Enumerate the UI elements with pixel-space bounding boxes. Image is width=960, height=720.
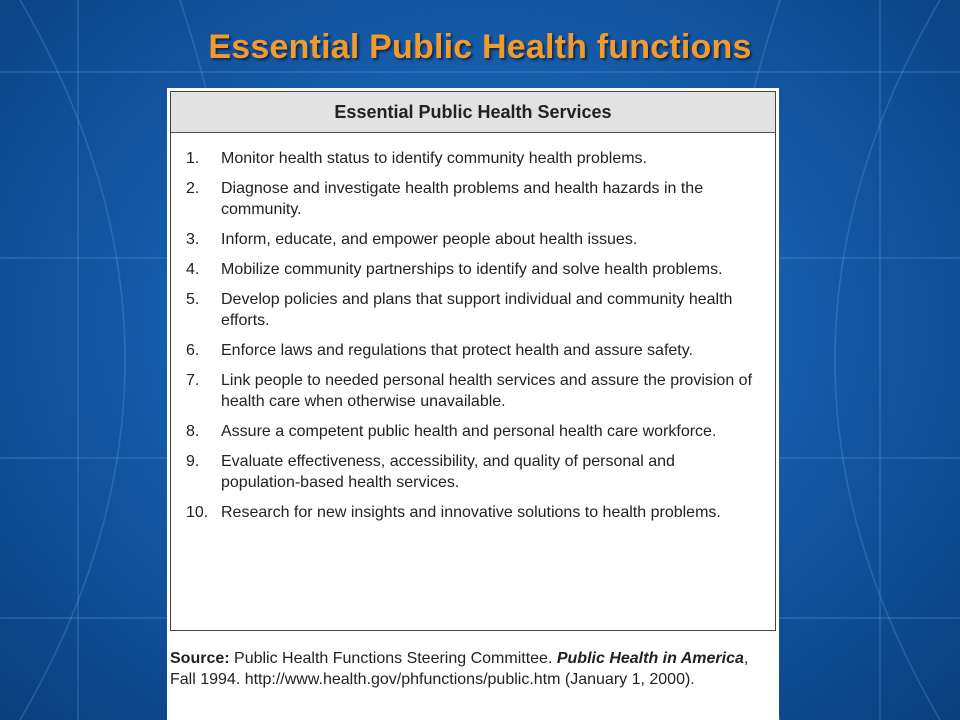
list-item <box>186 229 755 250</box>
list-item <box>186 148 755 169</box>
item-text: Inform, educate, and empower people about health issues. <box>221 231 638 248</box>
item-text: Develop policies and plans that support individual and community health efforts. <box>221 291 733 329</box>
list-item <box>186 370 755 412</box>
list-item <box>186 259 755 280</box>
services-list <box>171 133 775 523</box>
list-item <box>186 289 755 331</box>
list-item <box>186 451 755 493</box>
list-item <box>186 340 755 361</box>
services-figure <box>167 88 779 720</box>
item-text: Link people to needed personal health services and assure the provision of health care when otherwise unavailable. <box>221 372 753 410</box>
item-number: 5. <box>186 291 200 308</box>
list-item <box>186 178 755 220</box>
list-item <box>186 502 755 523</box>
item-text: Diagnose and investigate health problems and health hazards in the community. <box>221 180 704 218</box>
source-citation <box>170 648 770 690</box>
item-number: 1. <box>186 150 200 167</box>
source-publication: Public Health in America <box>556 650 744 667</box>
list-item <box>186 421 755 442</box>
item-text: Monitor health status to identify community health problems. <box>221 150 647 167</box>
source-text: Public Health Functions Steering Committee. <box>234 650 553 667</box>
source-details: , Fall 1994. http://www.health.gov/phfunctions/public.htm (January 1, 2000). <box>170 650 749 688</box>
item-text: Mobilize community partnerships to identify and solve health problems. <box>221 261 723 278</box>
item-number: 10. <box>186 504 209 521</box>
services-table <box>170 91 776 631</box>
item-number: 3. <box>186 231 200 248</box>
item-number: 8. <box>186 423 200 440</box>
item-number: 9. <box>186 453 200 470</box>
slide-title: Essential Public Health functions <box>208 28 752 66</box>
item-number: 6. <box>186 342 200 359</box>
item-text: Research for new insights and innovative solutions to health problems. <box>221 504 721 521</box>
item-number: 2. <box>186 180 200 197</box>
item-number: 7. <box>186 372 200 389</box>
item-number: 4. <box>186 261 200 278</box>
source-label: Source: <box>170 650 230 667</box>
item-text: Evaluate effectiveness, accessibility, and quality of personal and population-based health services. <box>221 453 675 491</box>
item-text: Assure a competent public health and personal health care workforce. <box>221 423 717 440</box>
item-text: Enforce laws and regulations that protect health and assure safety. <box>221 342 693 359</box>
table-header: Essential Public Health Services <box>171 92 775 133</box>
